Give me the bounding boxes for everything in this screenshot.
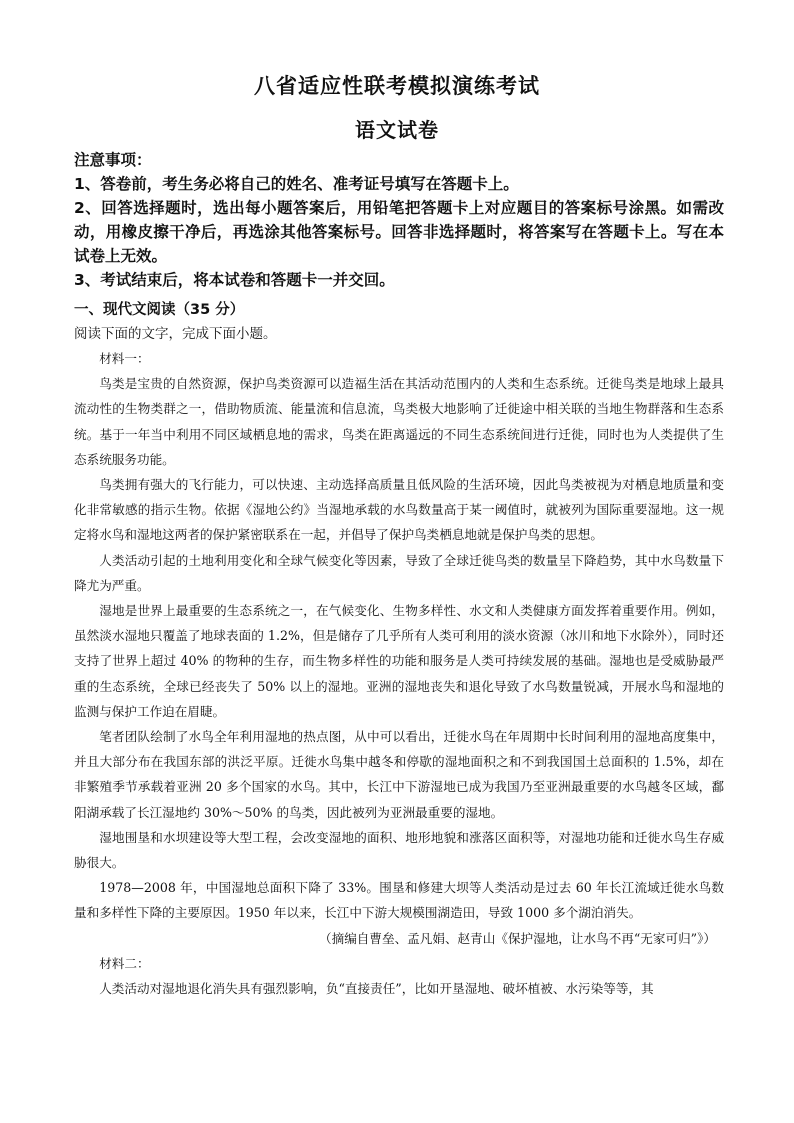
- material-label: 材料一：: [99, 351, 150, 366]
- passage-paragraph: 笔者团队绘制了水鸟全年利用湿地的热点图，从中可以看出，迁徙水鸟在年周期中长时间利用的湿地高度集中，并且大部分布在我国东部的洪泛平原。迁徙水鸟集中越冬和停歇的湿地面积之和不到我国国土总面积的 1.5%，却在非繁殖季节承载着亚洲 20 多个国家的水鸟。其中，长江中下游湿地已成为我国乃至亚洲最重要的水鸟越冬区域，鄱阳湖承载了长江湿地约 30%～50% 的鸟类，因此被列为亚洲最重要的湿地。: [74, 729, 724, 820]
- passage-paragraph: 鸟类拥有强大的飞行能力，可以快速、主动选择高质量且低风险的生活环境，因此鸟类被视为对栖息地质量和变化非常敏感的指示生物。依据《湿地公约》当湿地承载的水鸟数量高于某一阈值时，就被列为国际重要湿地。这一规定将水鸟和湿地这两者的保护紧密联系在一起，并倡导了保护鸟类栖息地就是保护鸟类的思想。: [74, 477, 724, 543]
- passage-paragraph: 鸟类是宝贵的自然资源，保护鸟类资源可以造福生活在其活动范围内的人类和生态系统。迁徙鸟类是地球上最具流动性的生物类群之一，借助物质流、能量流和信息流，鸟类极大地影响了迁徙途中相关联的当地生物群落和生态系统。基于一年当中利用不同区域栖息地的需求，鸟类在距离遥远的不同生态系统间进行迁徙，同时也为人类提供了生态系统服务功能。: [74, 376, 724, 467]
- notice-section: [74, 148, 724, 292]
- passage-paragraph: 湿地围垦和水坝建设等大型工程，会改变湿地的面积、地形地貌和涨落区面积等，对湿地功能和迁徙水鸟生存威胁很大。: [74, 829, 724, 871]
- reading-passage: [74, 346, 724, 1001]
- passage-paragraph: 湿地是世界上最重要的生态系统之一，在气候变化、生物多样性、水文和人类健康方面发挥着重要作用。例如，虽然淡水湿地只覆盖了地球表面的 1.2%，但是储存了几乎所有人类可利用的淡水资源（冰川和地下水除外），同时还支持了世界上超过 40% 的物种的生存，而生物多样性的功能和服务是人类可持续发展的基础。湿地也是受威胁最严重的生态系统，全球已经丧失了 50% 以上的湿地。亚洲的湿地丧失和退化导致了水鸟数量锐减，开展水鸟和湿地的监测与保护工作迫在眉睫。: [74, 603, 724, 719]
- passage-paragraph: 1978—2008 年，中国湿地总面积下降了 33%。围垦和修建大坝等人类活动是过去 60 年长江流域迁徙水鸟数量和多样性下降的主要原因。1950 年以来，长江中下游大规模围湖造田，导致 1000 多个湖泊消失。: [74, 880, 724, 921]
- notice-heading: 注意事项：: [74, 151, 152, 169]
- section-title: 一、现代文阅读（35 分）: [74, 302, 245, 318]
- material-label: 材料二：: [99, 955, 150, 971]
- passage-paragraph: 人类活动引起的土地利用变化和全球气候变化等因素，导致了全球迁徙鸟类的数量呈下降趋势，其中水鸟数量下降尤为严重。: [74, 552, 724, 593]
- notice-item: 2、回答选择题时，选出每小题答案后，用铅笔把答题卡上对应题目的答案标号涂黑。如需改动，用橡皮擦干净后，再选涂其他答案标号。回答非选择题时，将答案写在答题卡上。写在本试卷上无效。: [74, 199, 724, 265]
- passage-citation: （摘编自曹垒、孟凡娟、赵青山《保护湿地，让水鸟不再“无家可归”》）: [319, 930, 716, 946]
- notice-item: 3、考试结束后，将本试卷和答题卡一并交回。: [74, 271, 395, 289]
- exam-title: 八省适应性联考模拟演练考试: [254, 74, 540, 98]
- passage-paragraph: 人类活动对湿地退化消失具有强烈影响，负“直接责任”，比如开垦湿地、破坏植被、水污染等等，其: [99, 981, 654, 997]
- notice-item: 1、答卷前，考生务必将自己的姓名、准考证号填写在答题卡上。: [74, 175, 519, 193]
- exam-subtitle: 语文试卷: [355, 118, 439, 142]
- section-instruction: 阅读下面的文字，完成下面小题。: [74, 326, 277, 342]
